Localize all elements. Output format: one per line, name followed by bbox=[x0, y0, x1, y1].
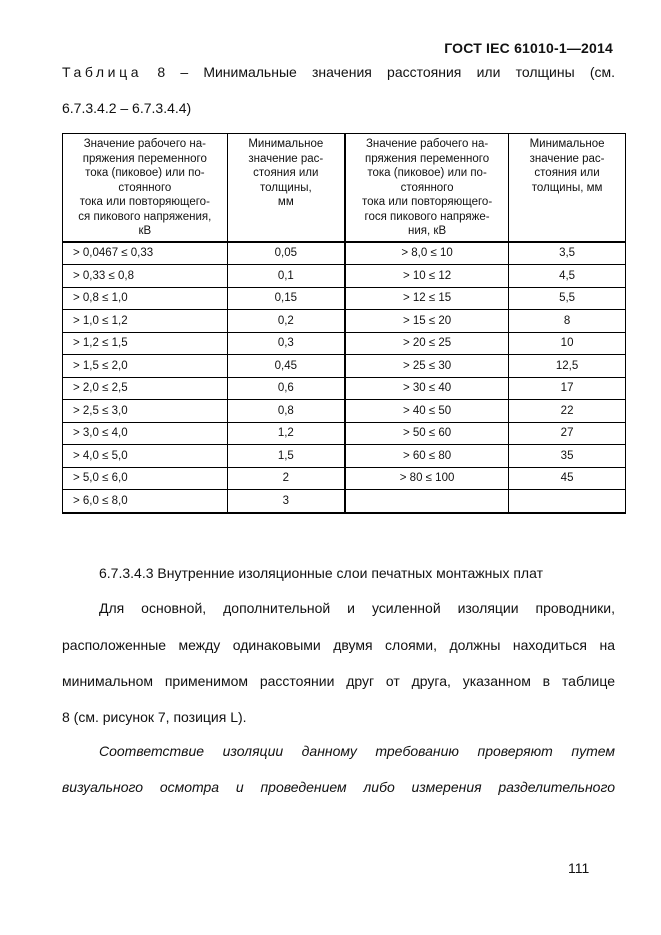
cell-voltage-2: > 25 ≤ 30 bbox=[345, 355, 509, 378]
cell-distance-1: 0,15 bbox=[227, 287, 345, 310]
cell-distance-1: 0,6 bbox=[227, 377, 345, 400]
table-caption bbox=[62, 64, 615, 80]
cell-distance-2: 5,5 bbox=[509, 287, 626, 310]
paragraph-line-italic: визуального осмотра и проведением либо измерения разделительного bbox=[62, 779, 615, 795]
header-distance-1: Минимальное значение рас- стояния или толщины, мм bbox=[227, 134, 345, 242]
table-row bbox=[63, 287, 626, 310]
cell-distance-1: 1,5 bbox=[227, 445, 345, 468]
cell-distance-1: 0,05 bbox=[227, 242, 345, 265]
spacing-table bbox=[62, 133, 626, 514]
table-caption-word: Таблица bbox=[62, 64, 143, 80]
cell-distance-2: 22 bbox=[509, 400, 626, 423]
document-header: ГОСТ IEC 61010-1—2014 bbox=[444, 40, 613, 56]
cell-voltage-1: > 0,0467 ≤ 0,33 bbox=[63, 242, 228, 265]
cell-voltage-2: > 30 ≤ 40 bbox=[345, 377, 509, 400]
cell-voltage-2 bbox=[345, 490, 509, 513]
cell-distance-1: 1,2 bbox=[227, 422, 345, 445]
cell-distance-1: 0,45 bbox=[227, 355, 345, 378]
cell-voltage-1: > 3,0 ≤ 4,0 bbox=[63, 422, 228, 445]
cell-distance-1: 0,2 bbox=[227, 310, 345, 333]
cell-voltage-1: > 1,2 ≤ 1,5 bbox=[63, 332, 228, 355]
paragraph-line: 8 (см. рисунок 7, позиция L). bbox=[62, 709, 247, 725]
cell-distance-1: 0,8 bbox=[227, 400, 345, 423]
cell-voltage-1: > 2,0 ≤ 2,5 bbox=[63, 377, 228, 400]
cell-distance-2: 45 bbox=[509, 467, 626, 490]
cell-voltage-2: > 20 ≤ 25 bbox=[345, 332, 509, 355]
cell-distance-2: 3,5 bbox=[509, 242, 626, 265]
cell-voltage-2: > 60 ≤ 80 bbox=[345, 445, 509, 468]
paragraph-line: расположенные между одинаковыми двумя слоями, должны находиться на bbox=[62, 637, 615, 653]
cell-voltage-2: > 12 ≤ 15 bbox=[345, 287, 509, 310]
table-row bbox=[63, 355, 626, 378]
cell-distance-2: 35 bbox=[509, 445, 626, 468]
header-voltage-1: Значение рабочего на- пряжения переменного тока (пиковое) или по- стоянного тока или повторяющего- ся пикового напряжения, кВ bbox=[63, 134, 228, 242]
table-row bbox=[63, 422, 626, 445]
table-row bbox=[63, 310, 626, 333]
cell-voltage-2: > 50 ≤ 60 bbox=[345, 422, 509, 445]
section-heading: 6.7.3.4.3 Внутренние изоляционные слои печатных монтажных плат bbox=[99, 565, 543, 581]
cell-voltage-1: > 0,33 ≤ 0,8 bbox=[63, 265, 228, 288]
table-row bbox=[63, 332, 626, 355]
cell-voltage-1: > 6,0 ≤ 8,0 bbox=[63, 490, 228, 513]
table-row bbox=[63, 400, 626, 423]
cell-distance-1: 0,1 bbox=[227, 265, 345, 288]
table-row bbox=[63, 377, 626, 400]
cell-voltage-2: > 10 ≤ 12 bbox=[345, 265, 509, 288]
header-distance-2: Минимальное значение рас- стояния или толщины, мм bbox=[509, 134, 626, 242]
cell-distance-1: 0,3 bbox=[227, 332, 345, 355]
table-row bbox=[63, 490, 626, 513]
cell-distance-2 bbox=[509, 490, 626, 513]
cell-distance-1: 2 bbox=[227, 467, 345, 490]
cell-voltage-1: > 2,5 ≤ 3,0 bbox=[63, 400, 228, 423]
header-voltage-2: Значение рабочего на- пряжения переменного тока (пиковое) или по- стоянного тока или повторяющего- гося пикового напряже- ния, кВ bbox=[345, 134, 509, 242]
cell-distance-2: 4,5 bbox=[509, 265, 626, 288]
paragraph-line: минимальном применимом расстоянии друг от друга, указанном в таблице bbox=[62, 673, 615, 689]
cell-distance-2: 8 bbox=[509, 310, 626, 333]
table-caption-continued: 6.7.3.4.2 – 6.7.3.4.4) bbox=[62, 100, 192, 116]
table-row bbox=[63, 265, 626, 288]
cell-voltage-2: > 8,0 ≤ 10 bbox=[345, 242, 509, 265]
cell-voltage-2: > 40 ≤ 50 bbox=[345, 400, 509, 423]
cell-distance-2: 10 bbox=[509, 332, 626, 355]
cell-voltage-1: > 1,0 ≤ 1,2 bbox=[63, 310, 228, 333]
cell-distance-2: 27 bbox=[509, 422, 626, 445]
cell-distance-1: 3 bbox=[227, 490, 345, 513]
cell-distance-2: 17 bbox=[509, 377, 626, 400]
table-header-row bbox=[63, 134, 626, 242]
cell-voltage-1: > 4,0 ≤ 5,0 bbox=[63, 445, 228, 468]
paragraph-line-italic: Соответствие изоляции данному требованию проверяют путем bbox=[99, 743, 615, 759]
table-row bbox=[63, 242, 626, 265]
paragraph-line: Для основной, дополнительной и усиленной изоляции проводники, bbox=[99, 600, 615, 616]
table-caption-number: 8 bbox=[157, 64, 166, 80]
cell-voltage-1: > 5,0 ≤ 6,0 bbox=[63, 467, 228, 490]
cell-distance-2: 12,5 bbox=[509, 355, 626, 378]
page-number: 111 bbox=[568, 860, 590, 876]
cell-voltage-2: > 15 ≤ 20 bbox=[345, 310, 509, 333]
cell-voltage-2: > 80 ≤ 100 bbox=[345, 467, 509, 490]
cell-voltage-1: > 1,5 ≤ 2,0 bbox=[63, 355, 228, 378]
table-row bbox=[63, 467, 626, 490]
table-row bbox=[63, 445, 626, 468]
table-caption-title: – Минимальные значения расстояния или толщины (см. bbox=[180, 64, 616, 80]
cell-voltage-1: > 0,8 ≤ 1,0 bbox=[63, 287, 228, 310]
